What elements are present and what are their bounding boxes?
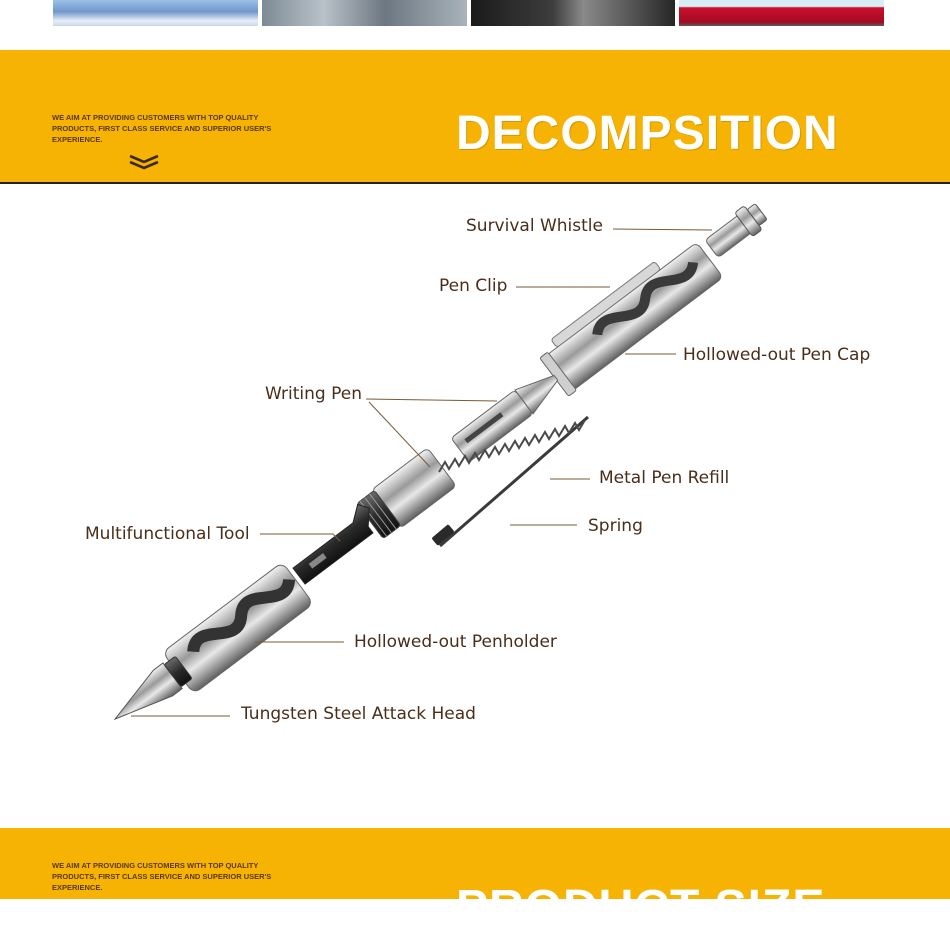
label-hollowed-penholder: Hollowed-out Penholder: [354, 632, 557, 652]
pen-decomposition-diagram: [0, 184, 950, 824]
label-survival-whistle: Survival Whistle: [466, 216, 603, 236]
label-spring: Spring: [588, 516, 643, 536]
label-multifunctional-tool: Multifunctional Tool: [85, 524, 250, 544]
thumbnail-dark-image: [471, 0, 675, 26]
banner-title: DECOMPSITION: [456, 107, 839, 160]
banner-title-2: PRODUCT SIZE: [456, 881, 826, 934]
survival-whistle-part: [703, 200, 771, 261]
attack-head-part: [105, 655, 193, 732]
banner-tagline-2: WE AIM AT PROVIDING CUSTOMERS WITH TOP QUALITY PRODUCTS, FIRST CLASS SERVICE AND SUPERIOR USER'S EXPERIENCE.: [52, 861, 272, 892]
label-writing-pen: Writing Pen: [265, 384, 362, 404]
chevron-down-icon: [128, 154, 160, 170]
product-size-banner: [0, 828, 950, 934]
pen-cap-part: [535, 234, 724, 396]
thumbnail-strip: [0, 0, 950, 26]
label-attack-head: Tungsten Steel Attack Head: [241, 704, 476, 724]
label-metal-pen-refill: Metal Pen Refill: [599, 468, 730, 488]
label-hollowed-pen-cap: Hollowed-out Pen Cap: [683, 345, 871, 365]
multifunctional-tool-part: [286, 500, 383, 584]
thumbnail-vehicle-image: [262, 0, 467, 26]
threaded-body-part: [356, 448, 457, 540]
label-pen-clip: Pen Clip: [439, 276, 508, 296]
decomposition-banner: [0, 50, 950, 184]
banner-tagline: WE AIM AT PROVIDING CUSTOMERS WITH TOP QUALITY PRODUCTS, FIRST CLASS SERVICE AND SUPERIOR USER'S EXPERIENCE.: [52, 113, 272, 144]
thumbnail-red-bus-image: [679, 0, 884, 26]
thumbnail-sky-image: [53, 0, 258, 26]
